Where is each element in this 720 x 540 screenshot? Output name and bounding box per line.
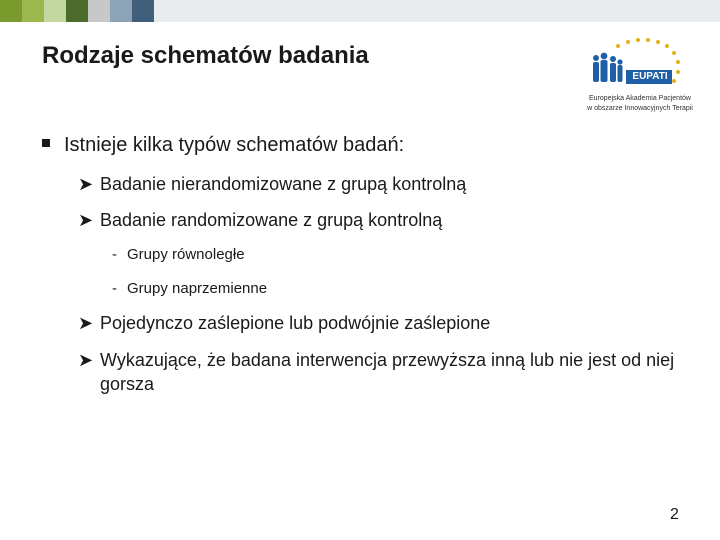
color-block bbox=[22, 0, 44, 22]
color-block bbox=[88, 0, 110, 22]
arrow-bullet-icon: ➤ bbox=[78, 174, 94, 194]
arrow-bullet-icon: ➤ bbox=[78, 313, 94, 333]
eupati-logo bbox=[570, 34, 710, 120]
eupati-wordmark: EUPATI bbox=[632, 71, 668, 82]
page-number: 2 bbox=[670, 506, 679, 523]
sub-list-item bbox=[112, 246, 245, 263]
color-block bbox=[44, 0, 66, 22]
main-bullet-text: Istnieje kilka typów schematów badań: bbox=[64, 134, 405, 156]
dash-bullet: - bbox=[112, 280, 117, 297]
list-item bbox=[78, 210, 442, 231]
list-item-text: Badanie randomizowane z grupą kontrolną bbox=[100, 210, 443, 230]
eupati-logo-graphic bbox=[570, 34, 710, 94]
color-block bbox=[0, 0, 22, 22]
people-icon bbox=[593, 53, 623, 82]
sub-list-item bbox=[112, 280, 267, 297]
list-item bbox=[78, 348, 688, 396]
list-item bbox=[78, 313, 490, 334]
header-color-bar bbox=[0, 0, 720, 22]
color-block bbox=[66, 0, 88, 22]
arrow-bullet-icon: ➤ bbox=[78, 210, 94, 230]
color-block bbox=[132, 0, 154, 22]
logo-tagline bbox=[570, 94, 710, 114]
square-bullet-icon bbox=[42, 139, 50, 147]
color-block bbox=[110, 0, 132, 22]
color-block bbox=[154, 0, 720, 22]
sub-list-item-text: Grupy naprzemienne bbox=[127, 280, 268, 297]
list-item-text: Pojedynczo zaślepione lub podwójnie zaślepione bbox=[100, 313, 491, 333]
list-item bbox=[78, 174, 466, 195]
main-bullet bbox=[42, 134, 404, 157]
sub-list-item-text: Grupy równoległe bbox=[127, 246, 245, 263]
arrow-bullet-icon: ➤ bbox=[78, 350, 94, 370]
slide-title: Rodzaje schematów badania bbox=[42, 42, 369, 69]
list-item-text: Badanie nierandomizowane z grupą kontrolną bbox=[100, 174, 467, 194]
logo-tagline-line2: w obszarze Innowacyjnych Terapii bbox=[587, 105, 693, 112]
logo-tagline-line1: Europejska Akademia Pacjentów bbox=[589, 95, 691, 102]
list-item-text: Wykazujące, że badana interwencja przewyższa inną lub nie jest od niej gorsza bbox=[100, 350, 675, 394]
dash-bullet: - bbox=[112, 246, 117, 263]
